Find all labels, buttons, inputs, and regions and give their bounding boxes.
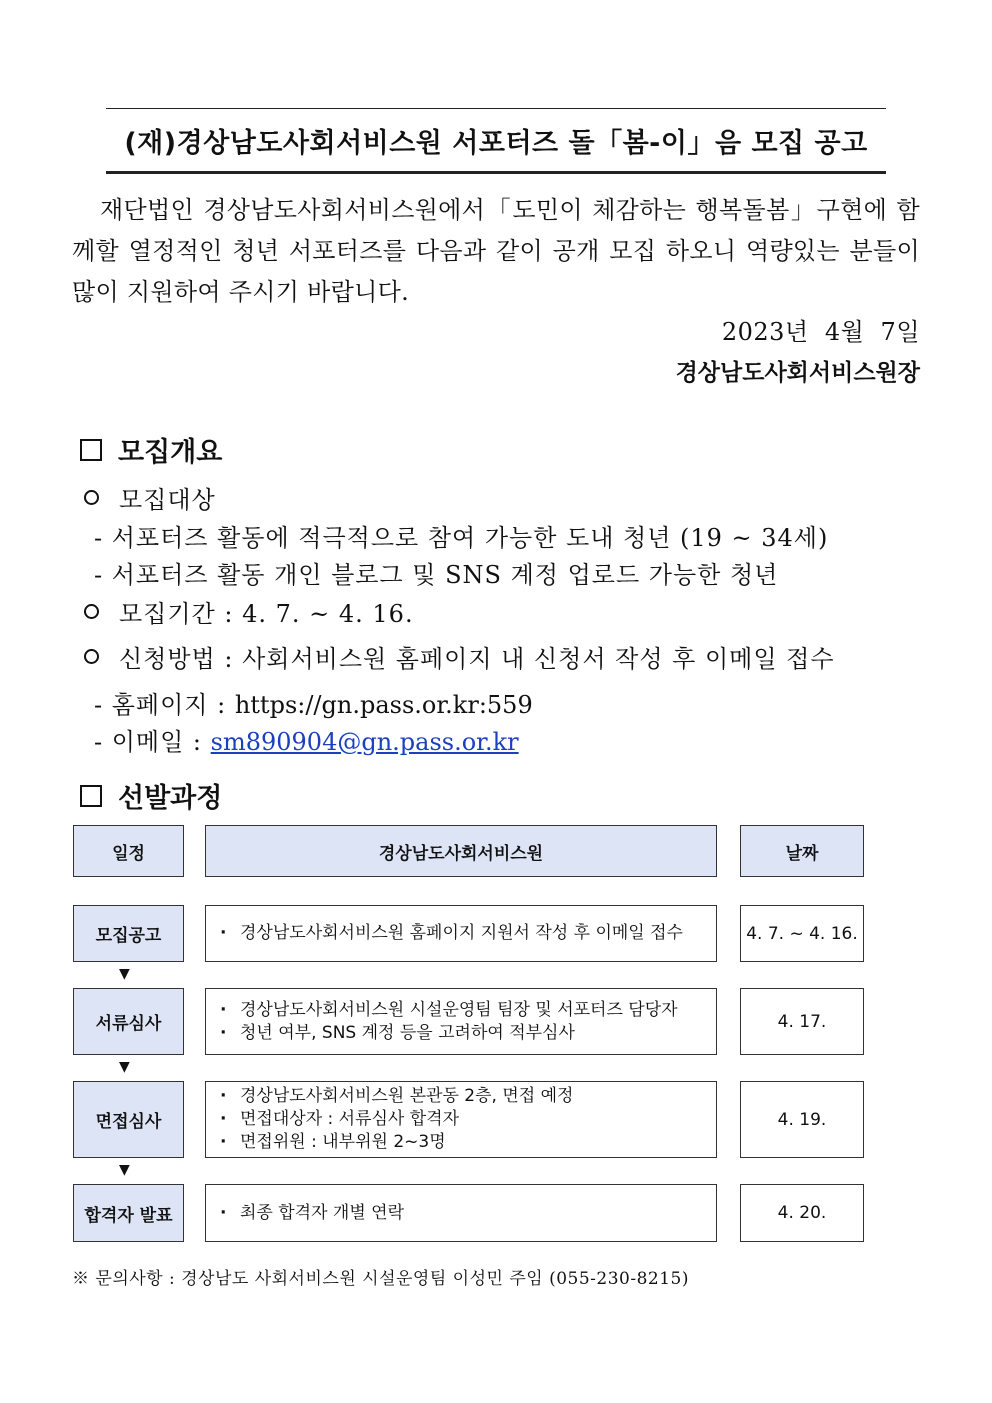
checkbox-icon	[80, 439, 102, 461]
stage-date: 4. 19.	[740, 1081, 864, 1158]
bullet-target	[84, 480, 216, 515]
stage-item: · 경상남도사회서비스원 본관동 2층, 면접 예정	[220, 1085, 573, 1108]
section-heading-selection	[80, 776, 222, 815]
stage-item: · 면접위원 : 내부위원 2~3명	[220, 1131, 573, 1154]
bullet-label: 모집대상	[119, 486, 216, 514]
stage-name: 모집공고	[73, 905, 184, 962]
down-arrow-icon: ▼	[119, 1059, 130, 1075]
circle-bullet-icon	[84, 604, 99, 619]
stage-name: 서류심사	[73, 988, 184, 1055]
section-heading-overview	[80, 430, 222, 469]
email-link[interactable]: sm890904@gn.pass.or.kr	[210, 728, 519, 756]
header-schedule: 일정	[73, 825, 184, 877]
intro-paragraph	[72, 190, 920, 313]
bullet-label: 신청방법 : 사회서비스원 홈페이지 내 신청서 작성 후 이메일 접수	[119, 645, 835, 673]
stage-item: · 면접대상자 : 서류심사 합격자	[220, 1108, 573, 1131]
checkbox-icon	[80, 785, 102, 807]
stage-description	[205, 988, 717, 1055]
section-title: 모집개요	[118, 437, 223, 468]
header-date: 날짜	[740, 825, 864, 877]
header-organization: 경상남도사회서비스원	[205, 825, 717, 877]
target-item: - 서포터즈 활동에 적극적으로 참여 가능한 도내 청년 (19 ~ 34세)	[94, 524, 829, 552]
stage-item: · 최종 합격자 개별 연락	[220, 1202, 404, 1225]
bullet-label: 모집기간 : 4. 7. ~ 4. 16.	[119, 600, 414, 628]
stage-description	[205, 1081, 717, 1158]
issuer-name: 경상남도사회서비스원장	[675, 360, 920, 386]
stage-item: · 경상남도사회서비스원 시설운영팀 팀장 및 서포터즈 담당자	[220, 999, 678, 1022]
bullet-period	[84, 594, 414, 629]
stage-description	[205, 905, 717, 962]
announcement-date: 2023년 4월 7일	[721, 318, 920, 346]
stage-item: · 경상남도사회서비스원 홈페이지 지원서 작성 후 이메일 접수	[220, 922, 683, 945]
intro-text: 재단법인 경상남도사회서비스원에서「도민이 체감하는 행복돌봄」구현에 함께할 열정적인 청년 서포터즈를 다음과 같이 공개 모집 하오니 역량있는 분들이 많이 지원하여 주시기 바랍니다.	[72, 196, 920, 306]
homepage-label: - 홈페이지 :	[94, 691, 235, 719]
email-line	[94, 722, 519, 757]
homepage-line	[94, 685, 533, 720]
down-arrow-icon: ▼	[119, 1162, 130, 1178]
circle-bullet-icon	[84, 649, 99, 664]
title-banner	[106, 108, 886, 174]
bullet-method	[84, 639, 835, 674]
target-item: - 서포터즈 활동 개인 블로그 및 SNS 계정 업로드 가능한 청년	[94, 561, 779, 589]
stage-name: 합격자 발표	[73, 1184, 184, 1242]
circle-bullet-icon	[84, 490, 99, 505]
stage-date: 4. 17.	[740, 988, 864, 1055]
email-label: - 이메일 :	[94, 728, 211, 756]
page-title: (재)경상남도사회서비스원 서포터즈 돌「봄-이」음 모집 공고	[124, 127, 868, 159]
stage-description	[205, 1184, 717, 1242]
stage-date: 4. 7. ~ 4. 16.	[740, 905, 864, 962]
down-arrow-icon: ▼	[119, 966, 130, 982]
stage-name: 면접심사	[73, 1081, 184, 1158]
stage-item: · 청년 여부, SNS 계정 등을 고려하여 적부심사	[220, 1022, 678, 1045]
stage-date: 4. 20.	[740, 1184, 864, 1242]
contact-note: ※ 문의사항 : 경상남도 사회서비스원 시설운영팀 이성민 주임 (055-230-8215)	[72, 1269, 689, 1289]
section-title: 선발과정	[118, 783, 223, 814]
homepage-url[interactable]: https://gn.pass.or.kr:559	[234, 691, 533, 719]
